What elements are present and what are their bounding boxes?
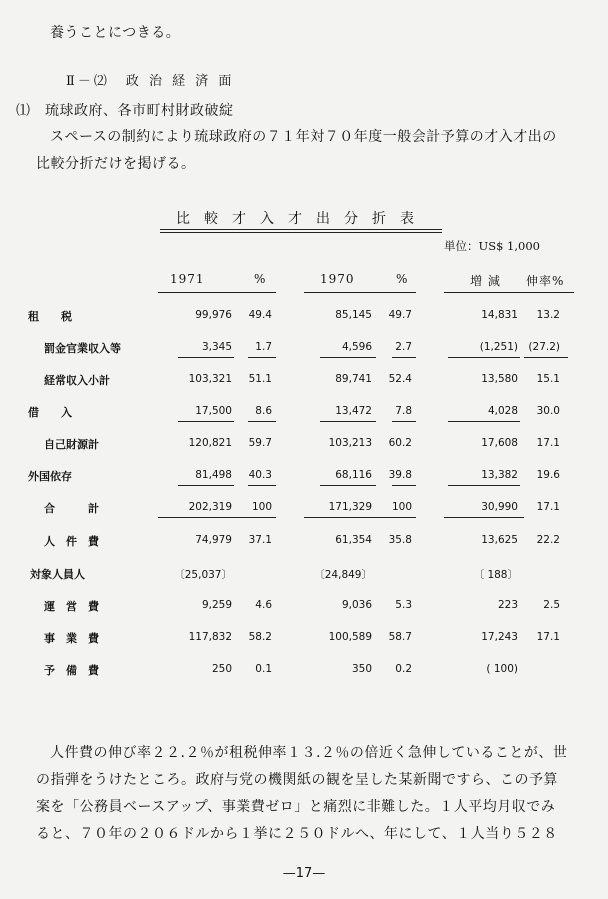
table-cell: 19.6 xyxy=(536,469,560,481)
intro-paragraph-line-1: スペースの制約により琉球政府の７１年対７０年度一般会計予算の才入才出の xyxy=(50,129,557,145)
header-rule xyxy=(158,292,276,293)
table-cell: 0.2 xyxy=(395,663,412,675)
table-cell: 13,472 xyxy=(335,405,372,417)
table-cell: 9,036 xyxy=(341,599,372,611)
cell-underline xyxy=(178,357,234,358)
table-cell: 2.7 xyxy=(395,341,412,353)
cell-underline xyxy=(448,421,520,422)
cell-underline xyxy=(178,421,234,422)
intro-paragraph-line-2: 比較分折だけを掲げる。 xyxy=(36,156,196,172)
title-rule xyxy=(160,232,442,233)
row-label: 租 税 xyxy=(28,310,72,323)
closing-line-3: 案を「公務員ベースアップ、事業費ゼロ」と痛烈に非難した。１人平均月収でみ xyxy=(36,799,556,815)
table-cell: 〔 188〕 xyxy=(473,569,518,581)
header-rule xyxy=(304,292,416,293)
table-cell: 52.4 xyxy=(388,373,412,385)
table-title: 比較才入才出分折表 xyxy=(176,211,428,227)
cell-underline xyxy=(248,421,276,422)
table-cell: 202,319 xyxy=(188,501,232,513)
section-heading: Ⅱ－⑵ 政 治 経 済 面 xyxy=(66,74,235,89)
cell-underline xyxy=(392,357,416,358)
table-cell: 58.2 xyxy=(248,631,272,643)
table-cell: 99,976 xyxy=(195,309,232,321)
header-pct-1970: % xyxy=(396,272,409,286)
table-cell: 17.1 xyxy=(536,437,560,449)
header-rate: 伸率% xyxy=(526,274,565,288)
row-label: 借 入 xyxy=(28,406,72,419)
table-cell: 58.7 xyxy=(388,631,412,643)
table-cell: 39.8 xyxy=(388,469,412,481)
header-diff: 増 減 xyxy=(470,274,501,288)
cell-underline xyxy=(248,357,276,358)
cell-underline xyxy=(320,421,376,422)
table-cell: 1.7 xyxy=(255,341,272,353)
table-cell: 223 xyxy=(497,599,518,611)
table-cell: 17,243 xyxy=(481,631,518,643)
unit-label: 単位：US$ 1,000 xyxy=(444,239,540,253)
table-cell: 13.2 xyxy=(536,309,560,321)
table-cell: (27.2) xyxy=(528,341,560,353)
table-cell: 3,345 xyxy=(201,341,232,353)
table-cell: 49.7 xyxy=(388,309,412,321)
table-cell: 120,821 xyxy=(188,437,232,449)
table-cell: 51.1 xyxy=(248,373,272,385)
table-cell: 103,213 xyxy=(328,437,372,449)
intro-line: 養うことにつきる。 xyxy=(50,25,181,41)
table-cell: 4,028 xyxy=(487,405,518,417)
table-cell: 61,354 xyxy=(335,534,372,546)
cell-underline xyxy=(444,517,524,518)
row-label: 事 業 費 xyxy=(44,632,99,645)
table-cell: 15.1 xyxy=(536,373,560,385)
table-cell: (1,251) xyxy=(479,341,518,353)
table-cell: 〔25,037〕 xyxy=(174,569,232,581)
table-cell: 13,625 xyxy=(481,534,518,546)
table-cell: 171,329 xyxy=(328,501,372,513)
table-cell: 85,145 xyxy=(335,309,372,321)
cell-underline xyxy=(304,517,416,518)
table-cell: 17,608 xyxy=(481,437,518,449)
row-label: 人 件 費 xyxy=(44,535,99,548)
table-cell: 81,498 xyxy=(195,469,232,481)
section-subheading: ⑴ 琉球政府、各市町村財政破綻 xyxy=(16,103,234,119)
table-cell: 100 xyxy=(391,501,412,513)
title-rule xyxy=(160,229,442,230)
cell-underline xyxy=(158,517,276,518)
cell-underline xyxy=(448,357,520,358)
table-cell: 100,589 xyxy=(328,631,372,643)
table-cell: 117,832 xyxy=(188,631,232,643)
header-1970: 1970 xyxy=(320,272,355,286)
table-cell: 40.3 xyxy=(248,469,272,481)
table-cell: 4.6 xyxy=(255,599,272,611)
table-cell: 17.1 xyxy=(536,631,560,643)
table-cell: 30,990 xyxy=(481,501,518,513)
table-cell: 250 xyxy=(211,663,232,675)
table-cell: 22.2 xyxy=(536,534,560,546)
table-cell: 350 xyxy=(351,663,372,675)
table-cell: 5.3 xyxy=(395,599,412,611)
table-cell: 9,259 xyxy=(201,599,232,611)
table-cell: 74,979 xyxy=(195,534,232,546)
table-cell: 59.7 xyxy=(248,437,272,449)
table-cell: 37.1 xyxy=(248,534,272,546)
row-label: 罰金官業収入等 xyxy=(44,342,121,355)
table-cell: 17,500 xyxy=(195,405,232,417)
closing-line-1: 人件費の伸び率２２.２％が租税伸率１３.２％の倍近く急伸していることが、世 xyxy=(50,745,568,761)
table-cell: 60.2 xyxy=(388,437,412,449)
table-cell: 8.6 xyxy=(255,405,272,417)
row-label: 自己財源計 xyxy=(44,438,99,451)
row-label: 外国依存 xyxy=(28,470,72,483)
header-1971: 1971 xyxy=(170,272,205,286)
header-pct-1971: % xyxy=(254,272,267,286)
table-cell: ( 100) xyxy=(486,663,518,675)
row-label: 合 計 xyxy=(44,502,99,515)
table-cell: 0.1 xyxy=(255,663,272,675)
closing-line-4: ると、７０年の２０６ドルから１挙に２５０ドルへ、年にして、１人当り５２８ xyxy=(36,826,558,842)
table-cell: 89,741 xyxy=(335,373,372,385)
row-label: 経常収入小計 xyxy=(44,374,110,387)
cell-underline xyxy=(448,485,520,486)
cell-underline xyxy=(178,485,234,486)
cell-underline xyxy=(320,485,376,486)
table-cell: 7.8 xyxy=(395,405,412,417)
row-label: 対象人員人 xyxy=(30,568,85,581)
table-cell: 17.1 xyxy=(536,501,560,513)
header-rule xyxy=(444,292,574,293)
page-number: —17— xyxy=(282,866,326,881)
table-cell: 13,580 xyxy=(481,373,518,385)
table-cell: 14,831 xyxy=(481,309,518,321)
cell-underline xyxy=(320,357,376,358)
cell-underline xyxy=(248,485,276,486)
cell-underline xyxy=(524,357,568,358)
table-cell: 100 xyxy=(251,501,272,513)
table-cell: 2.5 xyxy=(543,599,560,611)
cell-underline xyxy=(392,485,416,486)
closing-line-2: の指弾をうけたところ。政府与党の機関紙の観を呈した某新聞ですら、この予算 xyxy=(36,772,558,788)
table-cell: 35.8 xyxy=(388,534,412,546)
table-cell: 30.0 xyxy=(536,405,560,417)
table-cell: 103,321 xyxy=(188,373,232,385)
table-cell: 49.4 xyxy=(248,309,272,321)
cell-underline xyxy=(392,421,416,422)
table-cell: 4,596 xyxy=(341,341,372,353)
table-cell: 13,382 xyxy=(481,469,518,481)
table-cell: 68,116 xyxy=(335,469,372,481)
table-cell: 〔24,849〕 xyxy=(314,569,372,581)
row-label: 予 備 費 xyxy=(44,664,99,677)
row-label: 運 営 費 xyxy=(44,600,99,613)
